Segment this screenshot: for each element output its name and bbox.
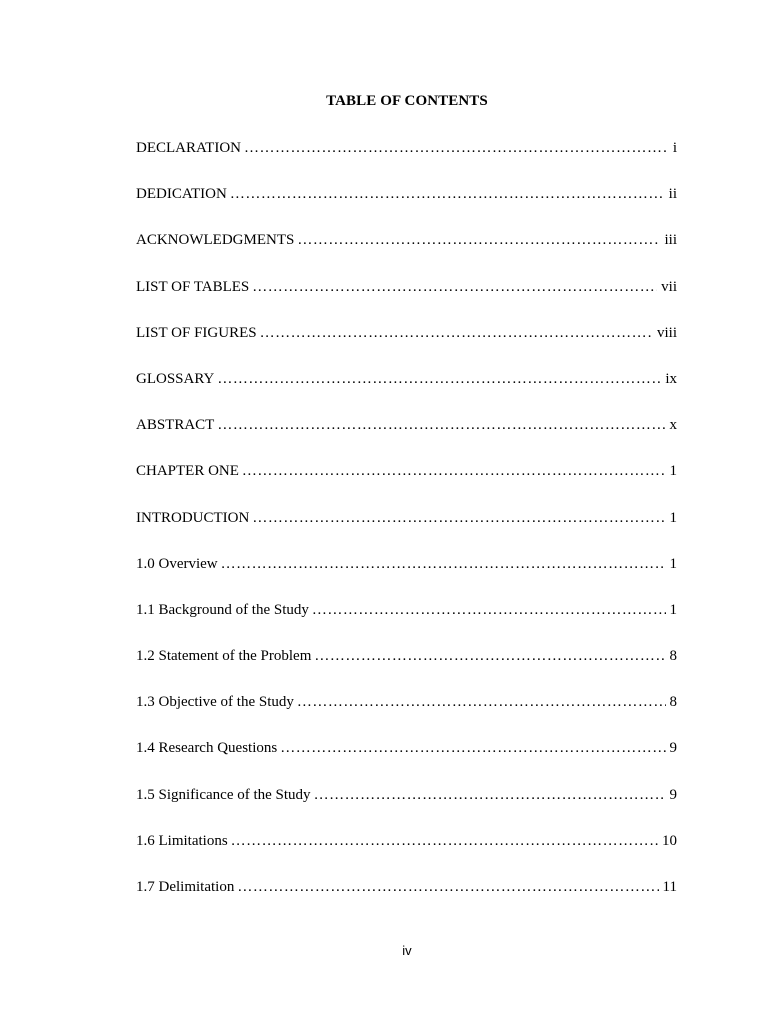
toc-entry-page: viii xyxy=(656,324,677,341)
toc-entry-page: ii xyxy=(668,186,677,203)
toc-entry-statement-of-problem[interactable] xyxy=(136,645,677,691)
page-title: TABLE OF CONTENTS xyxy=(326,93,488,109)
toc-entry-page: ix xyxy=(665,370,677,387)
toc-entry-label: DEDICATION xyxy=(136,186,227,203)
toc-entry-introduction[interactable] xyxy=(136,507,677,553)
toc-entry-research-questions[interactable] xyxy=(136,737,677,783)
toc-entry-page: x xyxy=(669,417,677,434)
toc-entry-page: 10 xyxy=(662,832,677,849)
toc-entry-page: 1 xyxy=(669,463,677,480)
dot-leader xyxy=(314,784,666,806)
toc-entry-label: 1.4 Research Questions xyxy=(136,740,278,757)
dot-leader xyxy=(252,507,665,529)
toc-entry-abstract[interactable] xyxy=(136,414,677,460)
toc-entry-acknowledgments[interactable] xyxy=(136,229,677,275)
toc-entry-page: 8 xyxy=(669,694,677,711)
toc-entry-page: 9 xyxy=(669,786,677,803)
toc-entry-label: ABSTRACT xyxy=(136,417,215,434)
dot-leader xyxy=(217,368,661,390)
toc-entry-chapter-one[interactable] xyxy=(136,460,677,506)
toc-entry-label: 1.3 Objective of the Study xyxy=(136,694,294,711)
dot-leader xyxy=(297,229,660,251)
toc-entry-dedication[interactable] xyxy=(136,183,677,229)
dot-leader xyxy=(221,553,666,575)
toc-entry-glossary[interactable] xyxy=(136,368,677,414)
toc-entry-label: DECLARATION xyxy=(136,140,241,156)
toc-entry-label: 1.0 Overview xyxy=(136,555,218,572)
toc-entry-label: 1.2 Statement of the Problem xyxy=(136,648,312,665)
dot-leader xyxy=(230,183,665,205)
toc-entry-page: 1 xyxy=(669,601,677,618)
dot-leader xyxy=(237,876,658,898)
toc-entry-label: ACKNOWLEDGMENTS xyxy=(136,232,295,249)
toc-entry-list-of-tables[interactable] xyxy=(136,276,677,322)
dot-leader xyxy=(217,414,665,436)
toc-entry-limitations[interactable] xyxy=(136,830,677,876)
toc-entry-page: 1 xyxy=(669,509,677,526)
toc-entry-page: 11 xyxy=(662,879,677,895)
toc-entry-label: LIST OF TABLES xyxy=(136,278,250,295)
toc-entry-objective[interactable] xyxy=(136,691,677,737)
toc-entry-overview[interactable] xyxy=(136,553,677,599)
dot-leader xyxy=(260,322,653,344)
toc-entry-label: 1.1 Background of the Study xyxy=(136,601,309,618)
toc-entry-declaration[interactable] xyxy=(136,137,677,183)
toc-entry-page: 8 xyxy=(669,648,677,665)
dot-leader xyxy=(314,645,665,667)
dot-leader xyxy=(244,137,669,159)
dot-leader xyxy=(280,737,665,759)
toc-entry-page: i xyxy=(672,140,677,156)
toc-entry-label: 1.6 Limitations xyxy=(136,832,228,849)
dot-leader xyxy=(252,276,657,298)
toc-entry-label: LIST OF FIGURES xyxy=(136,324,257,341)
toc-entry-page: 9 xyxy=(669,740,677,757)
toc-entry-label: GLOSSARY xyxy=(136,370,215,387)
toc-entry-label: CHAPTER ONE xyxy=(136,463,239,480)
toc-entry-page: iii xyxy=(664,232,677,249)
toc-entry-list-of-figures[interactable] xyxy=(136,322,677,368)
toc-entry-label: INTRODUCTION xyxy=(136,509,250,526)
dot-leader xyxy=(231,830,658,852)
dot-leader xyxy=(312,599,666,621)
dot-leader xyxy=(297,691,666,713)
table-of-contents xyxy=(136,137,677,922)
toc-entry-label: 1.5 Significance of the Study xyxy=(136,786,311,803)
toc-entry-page: vii xyxy=(661,278,677,295)
toc-entry-page: 1 xyxy=(669,555,677,572)
toc-entry-label: 1.7 Delimitation xyxy=(136,879,235,895)
dot-leader xyxy=(242,460,666,482)
page-number: iv xyxy=(402,943,412,958)
toc-entry-significance[interactable] xyxy=(136,784,677,830)
toc-entry-delimitation[interactable] xyxy=(136,876,677,922)
toc-entry-background[interactable] xyxy=(136,599,677,645)
